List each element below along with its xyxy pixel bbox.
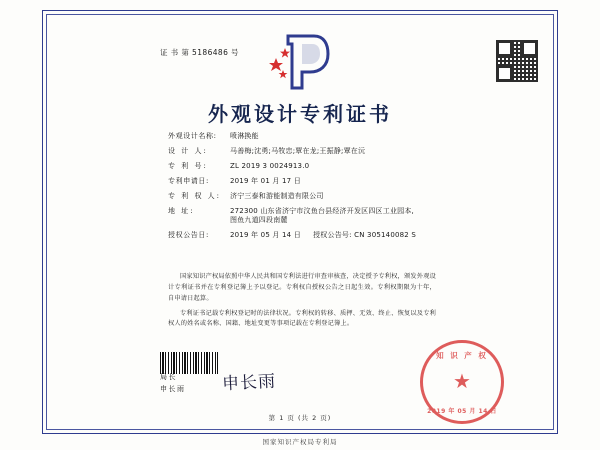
field-label: 外观设计名称: (168, 132, 217, 140)
field-label: 专 利 号: (168, 161, 208, 170)
field-value: 济宁三泰和游能制造有限公司 (230, 191, 324, 200)
field-design-name (168, 132, 468, 141)
issuing-authority-caption: 国家知识产权局专利局 (262, 438, 338, 446)
field-designers (168, 147, 468, 156)
barcode-icon (160, 352, 218, 374)
field-value-line1: 272300 山东省济宁市汶鱼台县经济开发区四区工业园本, (230, 206, 414, 215)
field-label: 专 利 权 人: (168, 191, 222, 200)
certificate-serial-number: 证 书 第 5186486 号 (160, 48, 239, 57)
field-grant-publication (168, 231, 468, 240)
seal-star-icon: ★ (453, 369, 471, 393)
field-label: 专利申请日: (168, 176, 209, 185)
field-list (168, 132, 468, 246)
seal-bottom-text: 2019 年 05 月 14 日 (427, 408, 497, 415)
field-address (168, 207, 468, 226)
field-value (230, 231, 468, 240)
signature-labels (160, 372, 186, 396)
grant-number-label: 授权公告号: (313, 231, 352, 240)
director-name: 申长雨 (160, 384, 186, 393)
grant-number-value: CN 305140082 S (354, 231, 417, 240)
legal-paragraph-1: 国家知识产权局依照中华人民共和国专利法进行审查审核查，决定授予专利权，颁发外观设计专利证书并在专利登记簿上予以登记。专利权自授权公告之日起生效。专利权期限为十年，自申请日起算。 (168, 273, 436, 302)
field-value-line2: 图鱼九道四段南麓 (230, 216, 288, 225)
field-application-date (168, 177, 468, 186)
handwritten-signature: 申长雨 (221, 371, 277, 395)
field-patent-number (168, 162, 468, 171)
field-label: 地 址: (168, 206, 195, 215)
page-title: 外观设计专利证书 (208, 102, 392, 126)
field-value: 2019 年 01 月 17 日 (230, 176, 301, 185)
field-value: ZL 2019 3 0024913.0 (230, 161, 310, 170)
field-label: 授权公告日: (168, 231, 209, 240)
field-value (230, 207, 468, 226)
official-red-seal (420, 340, 504, 424)
legal-text-block (168, 272, 436, 334)
seal-top-text: 知 识 产 权 (436, 351, 488, 360)
field-label: 设 计 人: (168, 146, 208, 155)
field-value: 喷淋换能 (230, 132, 259, 140)
legal-paragraph-2: 专利证书记载专利权登记时的法律状况。专利权的转移、质押、无效、终止、恢复以及专利权人的姓名或名称、国籍、地址变更等事项记载在专利登记簿上。 (168, 309, 436, 328)
qr-code-icon (496, 40, 538, 82)
director-label: 局长 (160, 373, 177, 381)
field-patentee (168, 192, 468, 201)
patent-emblem-icon (268, 32, 332, 92)
grant-date-value: 2019 年 05 月 14 日 (230, 231, 301, 240)
field-value: 马善梅;沈勇;马牧忠;覃在龙;王振静;覃在沅 (230, 146, 366, 155)
page-number: 第 1 页 (共 2 页) (268, 414, 332, 422)
